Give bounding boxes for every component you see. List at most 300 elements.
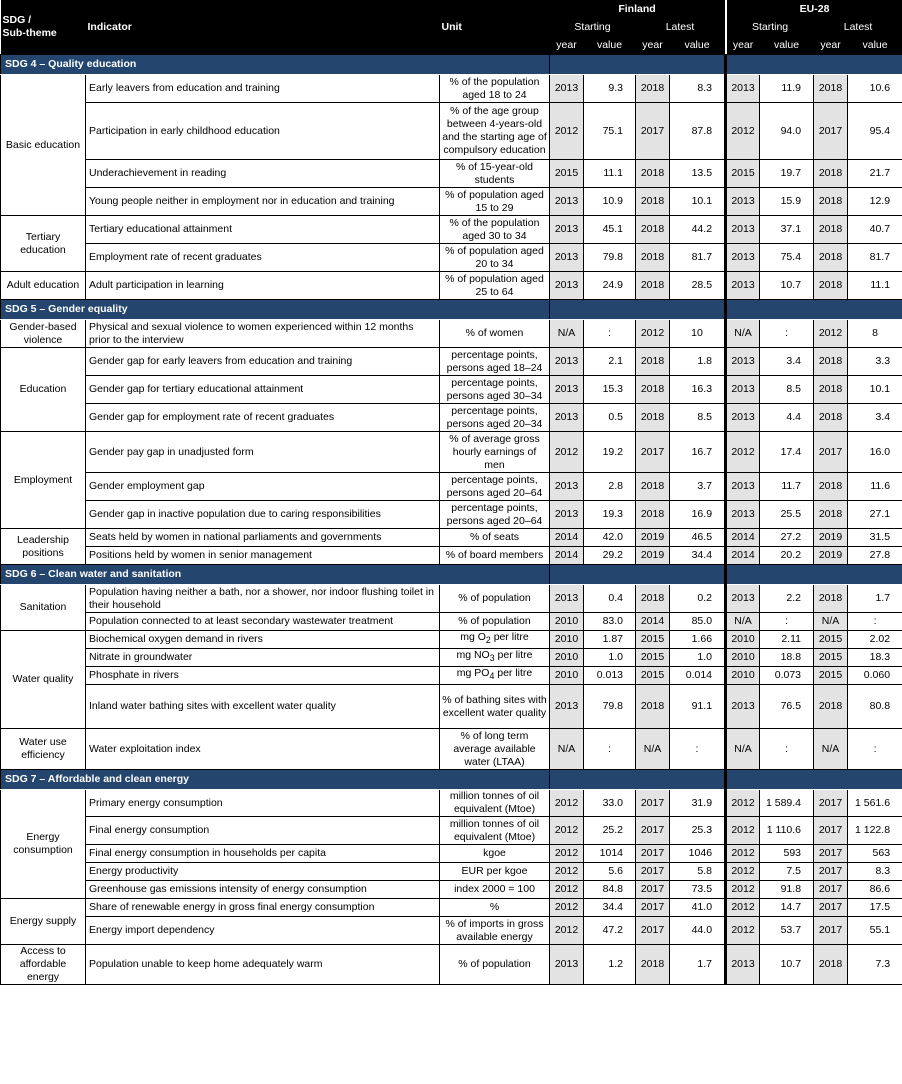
value-cell: 91.8 xyxy=(760,881,814,899)
unit-cell xyxy=(440,649,550,667)
table-row xyxy=(1,501,902,529)
year-cell: 2017 xyxy=(814,103,848,160)
unit-suffix: per litre xyxy=(494,667,533,680)
table-row xyxy=(1,817,902,845)
table-row xyxy=(1,899,902,917)
subtheme-cell: Gender-based violence xyxy=(1,320,86,348)
indicator-cell: Positions held by women in senior management xyxy=(86,547,440,565)
year-cell: 2018 xyxy=(814,404,848,432)
indicator-cell: Energy productivity xyxy=(86,863,440,881)
indicator-cell: Gender pay gap in unadjusted form xyxy=(86,432,440,473)
year-cell: 2015 xyxy=(814,631,848,649)
table-row xyxy=(1,188,902,216)
subtheme-cell: Tertiary education xyxy=(1,216,86,272)
year-cell: N/A xyxy=(726,613,760,631)
year-cell: 2018 xyxy=(814,501,848,529)
unit-subscript: 2 xyxy=(485,635,491,646)
table-row xyxy=(1,881,902,899)
indicator-cell: Final energy consumption in households per capita xyxy=(86,845,440,863)
indicator-cell: Energy import dependency xyxy=(86,917,440,945)
year-cell: 2012 xyxy=(550,899,584,917)
table-row xyxy=(1,649,902,667)
value-cell: 31.5 xyxy=(848,529,902,547)
indicator-cell: Biochemical oxygen demand in rivers xyxy=(86,631,440,649)
value-cell: 27.8 xyxy=(848,547,902,565)
indicator-cell: Employment rate of recent graduates xyxy=(86,244,440,272)
header-year: year xyxy=(550,36,584,55)
value-cell: 1.0 xyxy=(670,649,726,667)
year-cell: 2010 xyxy=(726,667,760,685)
value-cell: 1 122.8 xyxy=(848,817,902,845)
indicator-cell: Physical and sexual violence to women experienced within 12 months prior to the interview xyxy=(86,320,440,348)
section-header xyxy=(1,300,902,320)
value-cell: 0.5 xyxy=(584,404,636,432)
year-cell: 2013 xyxy=(726,585,760,613)
header-subtheme: Sub-theme xyxy=(2,27,57,39)
value-cell: 10.6 xyxy=(848,75,902,103)
year-cell: 2018 xyxy=(636,188,670,216)
indicator-cell: Inland water bathing sites with excellent water quality xyxy=(86,685,440,729)
value-cell: 7.5 xyxy=(760,863,814,881)
value-cell: 15.9 xyxy=(760,188,814,216)
value-cell: 3.4 xyxy=(848,404,902,432)
unit-cell: index 2000 = 100 xyxy=(440,881,550,899)
unit-cell: % of imports in gross available energy xyxy=(440,917,550,945)
unit-suffix: per litre xyxy=(490,631,529,644)
value-cell: 1.7 xyxy=(670,945,726,985)
year-cell: 2013 xyxy=(550,473,584,501)
indicator-cell: Gender employment gap xyxy=(86,473,440,501)
year-cell: 2018 xyxy=(814,216,848,244)
value-cell: 10.1 xyxy=(670,188,726,216)
year-cell: 2018 xyxy=(814,348,848,376)
value-cell: 0.073 xyxy=(760,667,814,685)
value-cell: 18.3 xyxy=(848,649,902,667)
indicator-cell: Phosphate in rivers xyxy=(86,667,440,685)
value-cell: 27.1 xyxy=(848,501,902,529)
value-cell: 10.9 xyxy=(584,188,636,216)
year-cell: 2018 xyxy=(636,685,670,729)
value-cell: 1 589.4 xyxy=(760,790,814,817)
value-cell: 44.0 xyxy=(670,917,726,945)
year-cell: 2015 xyxy=(636,631,670,649)
value-cell: : xyxy=(760,320,814,348)
section-band-eu28 xyxy=(726,770,902,790)
value-cell: 1.0 xyxy=(584,649,636,667)
value-cell: 27.2 xyxy=(760,529,814,547)
section-band-eu28 xyxy=(726,55,902,75)
indicator-cell: Seats held by women in national parliaments and governments xyxy=(86,529,440,547)
subtheme-cell: Water use efficiency xyxy=(1,729,86,770)
year-cell: 2013 xyxy=(726,272,760,300)
year-cell: 2018 xyxy=(814,376,848,404)
year-cell: 2018 xyxy=(636,244,670,272)
table-row xyxy=(1,404,902,432)
value-cell: 18.8 xyxy=(760,649,814,667)
value-cell: 10.7 xyxy=(760,945,814,985)
section-band-finland xyxy=(550,55,726,75)
year-cell: 2013 xyxy=(726,404,760,432)
subtheme-cell: Energy consumption xyxy=(1,790,86,899)
table-row xyxy=(1,75,902,103)
value-cell: 13.5 xyxy=(670,160,726,188)
value-cell: 10.1 xyxy=(848,376,902,404)
subtheme-cell: Adult education xyxy=(1,272,86,300)
value-cell: 8.3 xyxy=(670,75,726,103)
table-row xyxy=(1,790,902,817)
unit-cell: % of board members xyxy=(440,547,550,565)
value-cell: : xyxy=(760,613,814,631)
table-row xyxy=(1,917,902,945)
value-cell: 16.0 xyxy=(848,432,902,473)
year-cell: 2019 xyxy=(814,547,848,565)
year-cell: 2017 xyxy=(636,863,670,881)
value-cell: : xyxy=(760,729,814,770)
year-cell: 2018 xyxy=(814,685,848,729)
year-cell: 2013 xyxy=(726,685,760,729)
value-cell: 20.2 xyxy=(760,547,814,565)
year-cell: N/A xyxy=(814,613,848,631)
table-row xyxy=(1,845,902,863)
indicator-cell: Population having neither a bath, nor a shower, nor indoor flushing toilet in their household xyxy=(86,585,440,613)
value-cell: 44.2 xyxy=(670,216,726,244)
value-cell: 85.0 xyxy=(670,613,726,631)
value-cell: 75.4 xyxy=(760,244,814,272)
year-cell: 2013 xyxy=(726,188,760,216)
value-cell: 10 xyxy=(670,320,726,348)
header-finland-starting: Starting xyxy=(550,18,636,36)
header-eu-starting: Starting xyxy=(726,18,814,36)
value-cell: 2.02 xyxy=(848,631,902,649)
year-cell: 2018 xyxy=(636,160,670,188)
unit-cell: % of seats xyxy=(440,529,550,547)
section-band-eu28 xyxy=(726,565,902,585)
year-cell: 2013 xyxy=(550,685,584,729)
header-eu28: EU-28 xyxy=(726,0,902,18)
indicator-cell: Greenhouse gas emissions intensity of energy consumption xyxy=(86,881,440,899)
indicator-cell: Participation in early childhood education xyxy=(86,103,440,160)
year-cell: 2012 xyxy=(550,103,584,160)
indicator-cell: Tertiary educational attainment xyxy=(86,216,440,244)
unit-cell xyxy=(440,667,550,685)
value-cell: 84.8 xyxy=(584,881,636,899)
year-cell: 2015 xyxy=(814,667,848,685)
year-cell: 2017 xyxy=(814,917,848,945)
year-cell: 2014 xyxy=(550,529,584,547)
unit-cell: % of the population aged 30 to 34 xyxy=(440,216,550,244)
value-cell: 40.7 xyxy=(848,216,902,244)
year-cell: 2019 xyxy=(636,529,670,547)
table-row xyxy=(1,547,902,565)
section-header xyxy=(1,565,902,585)
unit-cell xyxy=(440,631,550,649)
year-cell: 2019 xyxy=(814,529,848,547)
indicator-cell: Gender gap for early leavers from education and training xyxy=(86,348,440,376)
year-cell: 2018 xyxy=(636,473,670,501)
year-cell: 2018 xyxy=(814,160,848,188)
value-cell: 24.9 xyxy=(584,272,636,300)
value-cell: 37.1 xyxy=(760,216,814,244)
year-cell: N/A xyxy=(726,320,760,348)
header-value: value xyxy=(670,36,726,55)
value-cell: 5.6 xyxy=(584,863,636,881)
year-cell: 2012 xyxy=(550,881,584,899)
subtheme-cell: Leadership positions xyxy=(1,529,86,565)
value-cell: 47.2 xyxy=(584,917,636,945)
unit-cell: EUR per kgoe xyxy=(440,863,550,881)
year-cell: 2018 xyxy=(636,348,670,376)
table-row xyxy=(1,348,902,376)
year-cell: 2013 xyxy=(726,473,760,501)
year-cell: 2010 xyxy=(550,667,584,685)
value-cell: 1 110.6 xyxy=(760,817,814,845)
year-cell: 2014 xyxy=(636,613,670,631)
value-cell: 16.7 xyxy=(670,432,726,473)
value-cell: 86.6 xyxy=(848,881,902,899)
year-cell: 2018 xyxy=(636,404,670,432)
value-cell: 1.7 xyxy=(848,585,902,613)
unit-cell: % of bathing sites with excellent water quality xyxy=(440,685,550,729)
value-cell: 21.7 xyxy=(848,160,902,188)
section-title: SDG 7 – Affordable and clean energy xyxy=(1,770,550,790)
year-cell: 2018 xyxy=(636,75,670,103)
year-cell: 2010 xyxy=(550,613,584,631)
value-cell: 34.4 xyxy=(584,899,636,917)
value-cell: 91.1 xyxy=(670,685,726,729)
year-cell: 2013 xyxy=(550,75,584,103)
table-body xyxy=(1,55,902,985)
year-cell: 2012 xyxy=(550,917,584,945)
unit-cell: % of population xyxy=(440,945,550,985)
value-cell: 9.3 xyxy=(584,75,636,103)
year-cell: 2014 xyxy=(550,547,584,565)
year-cell: 2017 xyxy=(814,432,848,473)
indicator-cell: Population unable to keep home adequately warm xyxy=(86,945,440,985)
indicator-cell: Nitrate in groundwater xyxy=(86,649,440,667)
year-cell: 2012 xyxy=(636,320,670,348)
section-band-finland xyxy=(550,565,726,585)
unit-cell: % of the age group between 4-years-old and the starting age of compulsory education xyxy=(440,103,550,160)
value-cell: 8.3 xyxy=(848,863,902,881)
header-year: year xyxy=(814,36,848,55)
year-cell: 2013 xyxy=(726,244,760,272)
table-header xyxy=(1,0,902,55)
year-cell: 2017 xyxy=(814,790,848,817)
year-cell: 2012 xyxy=(726,432,760,473)
table-row xyxy=(1,103,902,160)
year-cell: 2018 xyxy=(636,272,670,300)
value-cell: : xyxy=(848,729,902,770)
value-cell: 46.5 xyxy=(670,529,726,547)
value-cell: 8 xyxy=(848,320,902,348)
value-cell: 2.11 xyxy=(760,631,814,649)
unit-cell: % of the population aged 18 to 24 xyxy=(440,75,550,103)
subtheme-cell: Energy supply xyxy=(1,899,86,945)
unit-cell: % of population aged 25 to 64 xyxy=(440,272,550,300)
year-cell: 2017 xyxy=(636,917,670,945)
value-cell: 11.1 xyxy=(584,160,636,188)
value-cell: : xyxy=(584,320,636,348)
subtheme-cell: Access to affordable energy xyxy=(1,945,86,985)
value-cell: 17.4 xyxy=(760,432,814,473)
year-cell: 2018 xyxy=(636,945,670,985)
value-cell: 2.1 xyxy=(584,348,636,376)
year-cell: 2017 xyxy=(636,790,670,817)
year-cell: 2019 xyxy=(636,547,670,565)
year-cell: 2012 xyxy=(726,863,760,881)
value-cell: 83.0 xyxy=(584,613,636,631)
value-cell: : xyxy=(584,729,636,770)
table-row xyxy=(1,585,902,613)
value-cell: 3.7 xyxy=(670,473,726,501)
value-cell: 75.1 xyxy=(584,103,636,160)
year-cell: 2013 xyxy=(726,376,760,404)
year-cell: 2018 xyxy=(636,216,670,244)
value-cell: 593 xyxy=(760,845,814,863)
value-cell: 1.8 xyxy=(670,348,726,376)
year-cell: 2012 xyxy=(550,845,584,863)
header-finland-latest: Latest xyxy=(636,18,726,36)
year-cell: 2013 xyxy=(550,272,584,300)
value-cell: 19.2 xyxy=(584,432,636,473)
year-cell: 2017 xyxy=(636,432,670,473)
table-row xyxy=(1,473,902,501)
table-row xyxy=(1,216,902,244)
year-cell: 2018 xyxy=(636,585,670,613)
year-cell: 2013 xyxy=(550,348,584,376)
year-cell: 2015 xyxy=(550,160,584,188)
unit-cell: percentage points, persons aged 18–24 xyxy=(440,348,550,376)
value-cell: 73.5 xyxy=(670,881,726,899)
year-cell: 2012 xyxy=(726,917,760,945)
year-cell: 2013 xyxy=(550,216,584,244)
value-cell: 15.3 xyxy=(584,376,636,404)
indicator-cell: Share of renewable energy in gross final energy consumption xyxy=(86,899,440,917)
indicator-cell: Final energy consumption xyxy=(86,817,440,845)
value-cell: 42.0 xyxy=(584,529,636,547)
table-row xyxy=(1,320,902,348)
year-cell: 2010 xyxy=(726,649,760,667)
value-cell: 11.6 xyxy=(848,473,902,501)
header-finland: Finland xyxy=(550,0,726,18)
indicator-cell: Gender gap for tertiary educational attainment xyxy=(86,376,440,404)
year-cell: 2013 xyxy=(726,945,760,985)
value-cell: 19.7 xyxy=(760,160,814,188)
year-cell: 2018 xyxy=(814,272,848,300)
value-cell: 0.014 xyxy=(670,667,726,685)
year-cell: 2015 xyxy=(636,649,670,667)
value-cell: 11.9 xyxy=(760,75,814,103)
unit-text: mg O xyxy=(460,631,486,644)
section-header xyxy=(1,770,902,790)
indicator-cell: Adult participation in learning xyxy=(86,272,440,300)
year-cell: 2017 xyxy=(636,817,670,845)
header-value: value xyxy=(848,36,902,55)
table-row xyxy=(1,685,902,729)
value-cell: 12.9 xyxy=(848,188,902,216)
year-cell: 2013 xyxy=(550,376,584,404)
subtheme-cell: Water quality xyxy=(1,631,86,729)
year-cell: 2012 xyxy=(726,790,760,817)
table-row xyxy=(1,613,902,631)
year-cell: 2013 xyxy=(726,501,760,529)
unit-cell: percentage points, persons aged 30–34 xyxy=(440,376,550,404)
indicator-cell: Early leavers from education and training xyxy=(86,75,440,103)
value-cell: 31.9 xyxy=(670,790,726,817)
unit-subscript: 3 xyxy=(489,653,495,664)
value-cell: 45.1 xyxy=(584,216,636,244)
year-cell: 2013 xyxy=(550,188,584,216)
unit-cell: % of average gross hourly earnings of men xyxy=(440,432,550,473)
year-cell: 2015 xyxy=(814,649,848,667)
unit-cell: percentage points, persons aged 20–34 xyxy=(440,404,550,432)
value-cell: 87.8 xyxy=(670,103,726,160)
value-cell: 25.3 xyxy=(670,817,726,845)
year-cell: 2012 xyxy=(550,790,584,817)
header-value: value xyxy=(760,36,814,55)
year-cell: 2014 xyxy=(726,547,760,565)
year-cell: 2018 xyxy=(814,473,848,501)
value-cell: 80.8 xyxy=(848,685,902,729)
value-cell: 3.3 xyxy=(848,348,902,376)
year-cell: 2017 xyxy=(636,103,670,160)
table-row xyxy=(1,863,902,881)
indicator-cell: Gender gap for employment rate of recent graduates xyxy=(86,404,440,432)
table-row xyxy=(1,432,902,473)
unit-cell: % of women xyxy=(440,320,550,348)
unit-cell: % of population xyxy=(440,585,550,613)
value-cell: 1.66 xyxy=(670,631,726,649)
subtheme-cell: Sanitation xyxy=(1,585,86,631)
year-cell: 2013 xyxy=(550,945,584,985)
value-cell: 1046 xyxy=(670,845,726,863)
value-cell: 25.5 xyxy=(760,501,814,529)
subtheme-cell: Employment xyxy=(1,432,86,529)
year-cell: 2013 xyxy=(726,216,760,244)
year-cell: 2017 xyxy=(814,881,848,899)
year-cell: 2015 xyxy=(726,160,760,188)
value-cell: 25.2 xyxy=(584,817,636,845)
value-cell: 34.4 xyxy=(670,547,726,565)
value-cell: 0.4 xyxy=(584,585,636,613)
year-cell: 2013 xyxy=(550,244,584,272)
value-cell: 2.8 xyxy=(584,473,636,501)
year-cell: N/A xyxy=(636,729,670,770)
unit-cell: % of long term average available water (LTAA) xyxy=(440,729,550,770)
year-cell: 2010 xyxy=(726,631,760,649)
table-row xyxy=(1,945,902,985)
unit-suffix: per litre xyxy=(494,649,533,662)
unit-cell: % of population xyxy=(440,613,550,631)
unit-cell: % of population aged 15 to 29 xyxy=(440,188,550,216)
value-cell: 14.7 xyxy=(760,899,814,917)
year-cell: 2017 xyxy=(814,845,848,863)
year-cell: 2017 xyxy=(636,899,670,917)
value-cell: 1014 xyxy=(584,845,636,863)
section-band-finland xyxy=(550,300,726,320)
year-cell: 2018 xyxy=(636,376,670,404)
value-cell: 19.3 xyxy=(584,501,636,529)
header-sdg: SDG / xyxy=(2,14,32,26)
value-cell: 94.0 xyxy=(760,103,814,160)
value-cell: : xyxy=(848,613,902,631)
value-cell: 33.0 xyxy=(584,790,636,817)
section-band-finland xyxy=(550,770,726,790)
unit-cell: million tonnes of oil equivalent (Mtoe) xyxy=(440,817,550,845)
value-cell: 0.2 xyxy=(670,585,726,613)
unit-cell: % of 15-year-old students xyxy=(440,160,550,188)
value-cell: 1 561.6 xyxy=(848,790,902,817)
